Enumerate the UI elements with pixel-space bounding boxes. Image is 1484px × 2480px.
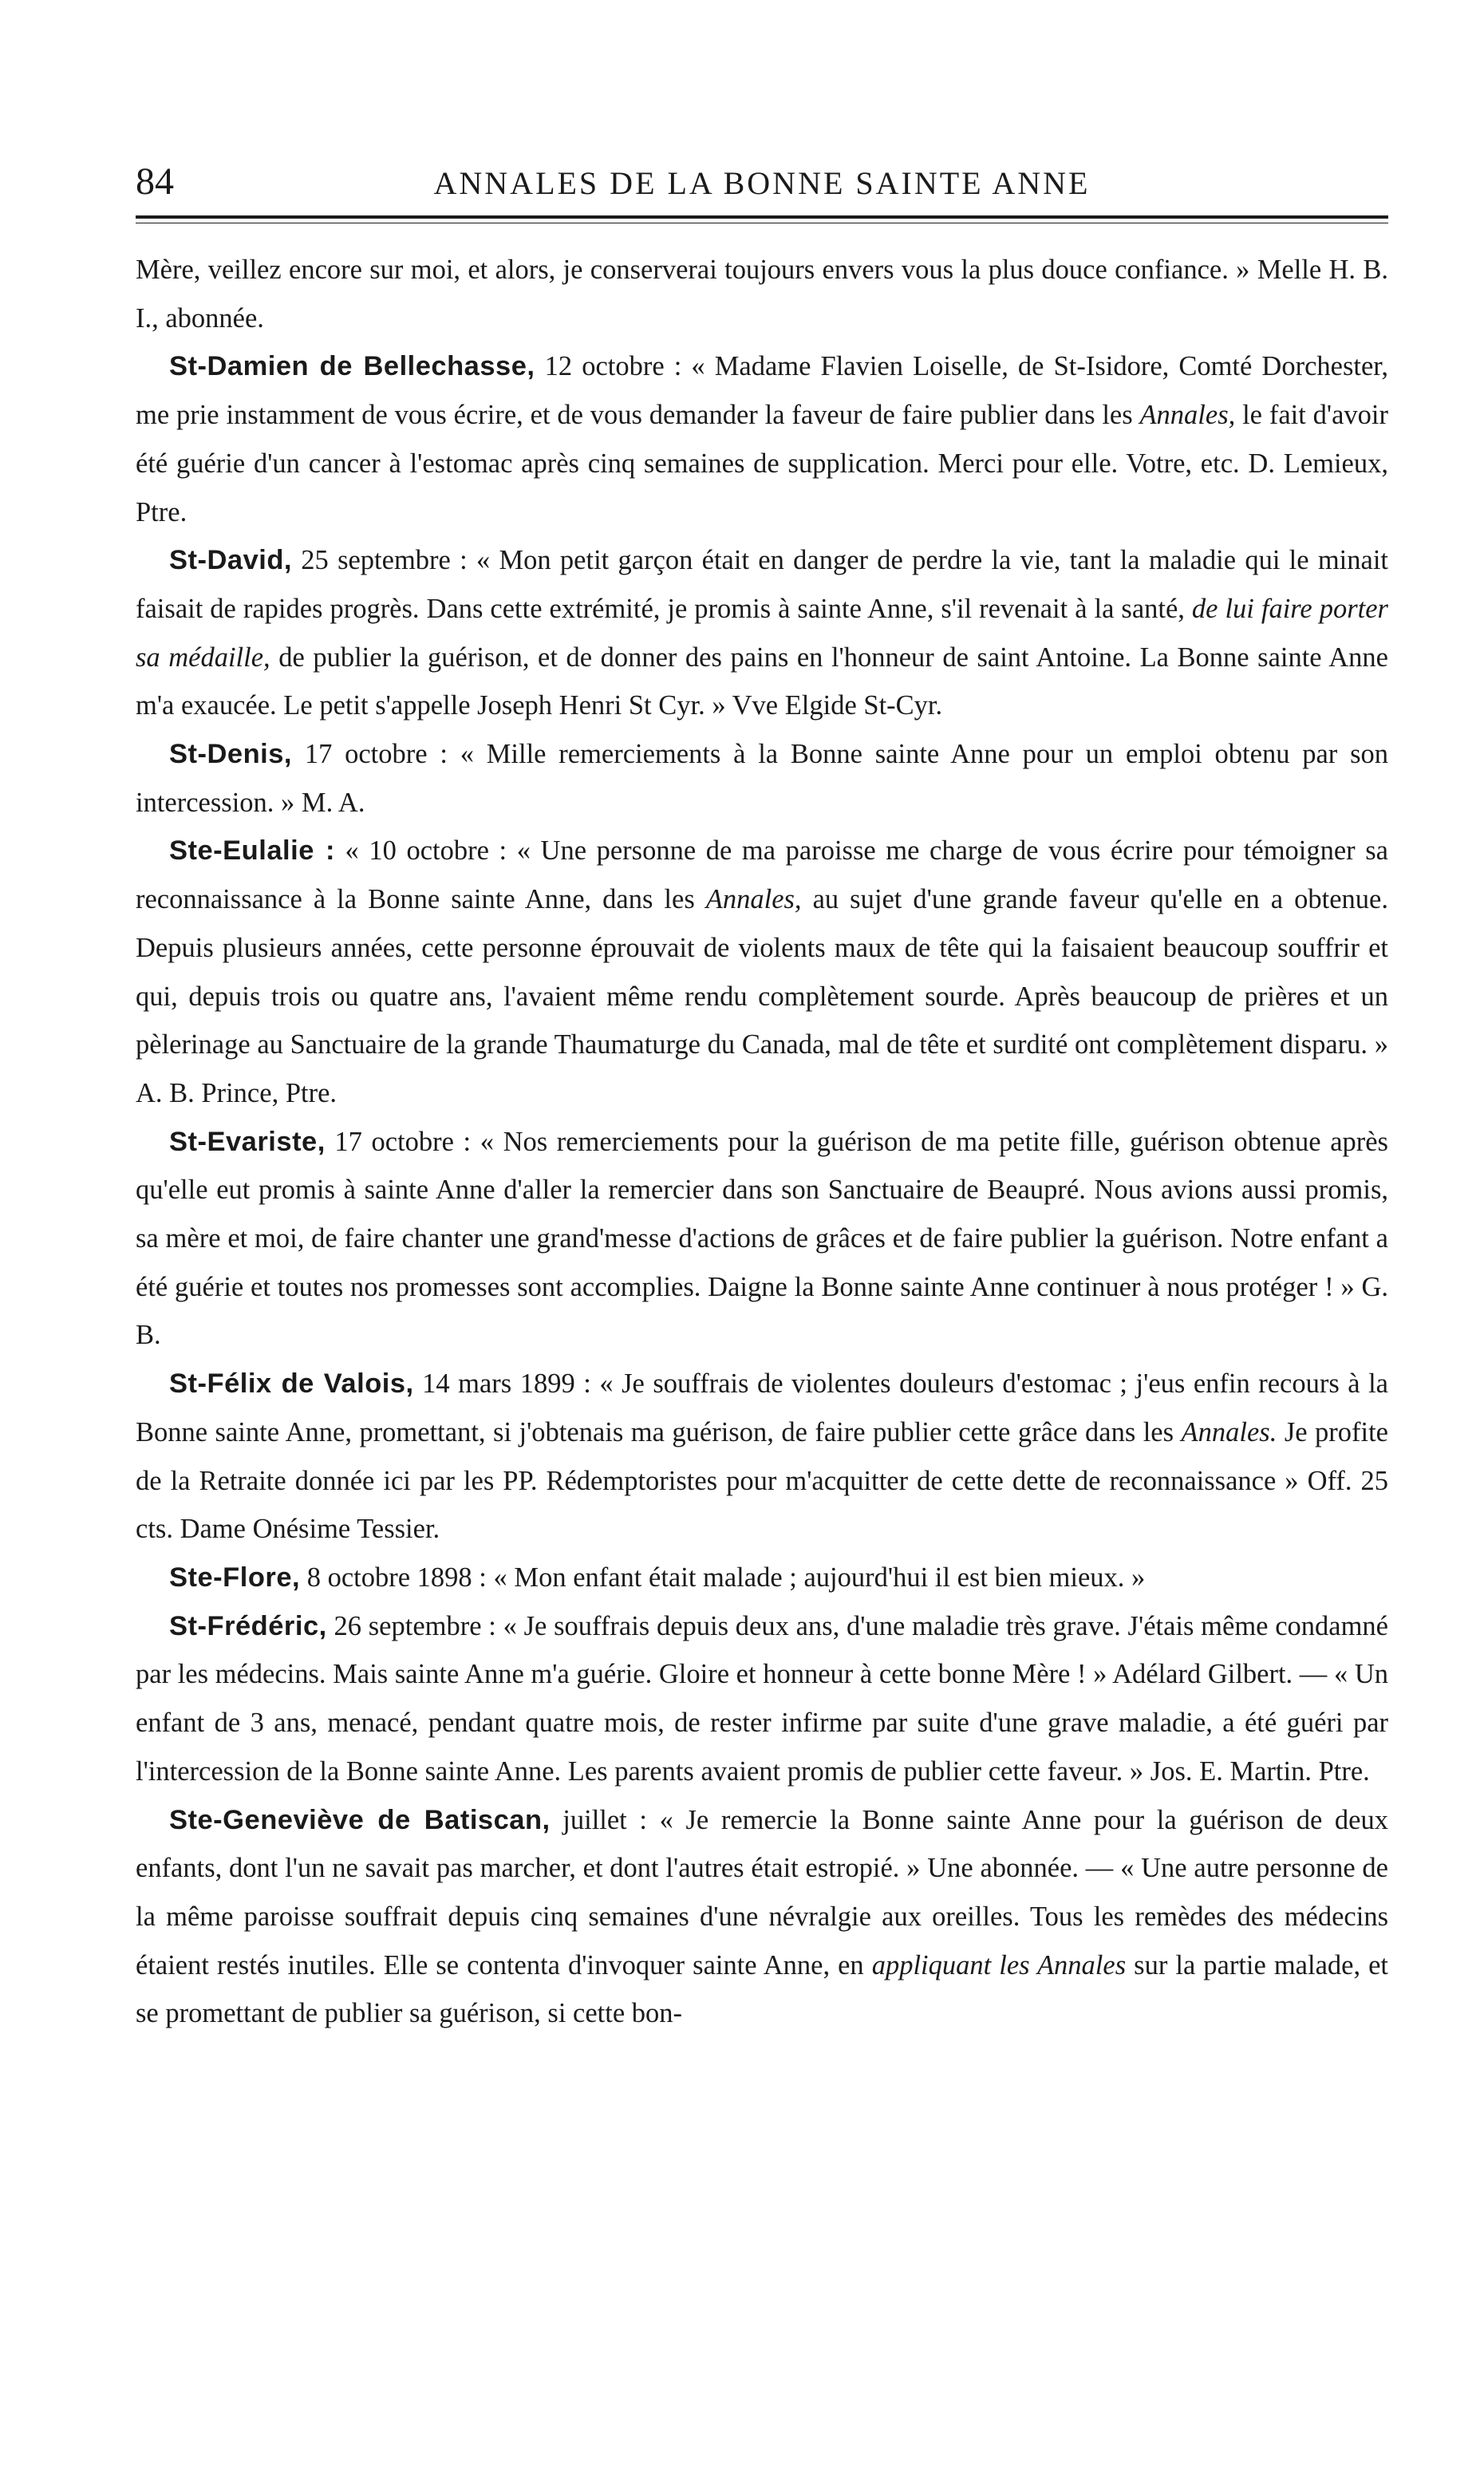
entry-text: 12 octobre : « Madame Flavien Loiselle, de St-Isidore, Comté Dorchester, me prie instamment de vous écrire, et de vous demander la faveur de faire publier dans les — [136, 351, 1388, 431]
entry-text: 26 septembre : « Je souffrais depuis deux ans, d'une maladie très grave. J'étais même condamné par les médecins. Mais sainte Anne m'a guérie. Gloire et honneur à cette bonne Mère ! » Adélard Gilbert. — « Un enfant de 3 ans, menacé, pendant quatre mois, de rester infirme par suite d'une grave maladie, a été guéri par l'intercession de la Bonne sainte Anne. Les parents avaient promis de publier cette faveur. » Jos. E. Martin. Ptre. — [136, 1610, 1388, 1787]
entry-text: 25 septembre : « Mon petit garçon était en danger de perdre la vie, tant la maladie qui le minait faisait de rapides progrès. Dans cette extrémité, je promis à sainte Anne, s'il revenait à la santé, — [136, 545, 1388, 624]
entry-emphasis: appliquant les Annales — [871, 1949, 1127, 1980]
entry-text-rest: le fait d'avoir été guérie d'un cancer à l'estomac après cinq semaines de supplication. Merci pour elle. Votre, etc. D. Lemieux, Ptre. — [136, 400, 1388, 527]
entry-st-denis — [136, 730, 1388, 827]
entry-text-rest: Je profite de la Retraite donnée ici par les PP. Rédemptoristes pour m'acquitter de cette dette de reconnaissance » Off. 25 cts. Dame Onésime Tessier. — [136, 1416, 1388, 1545]
entry-st-felix — [136, 1360, 1388, 1554]
entry-st-damien — [136, 342, 1388, 536]
entry-emphasis: de lui faire porter sa médaille, — [136, 593, 1388, 673]
entry-st-david — [136, 536, 1388, 730]
entry-place: Ste-Geneviève de Batiscan, — [169, 1804, 551, 1835]
entry-st-frederic — [136, 1602, 1388, 1796]
entry-ste-eulalie — [136, 827, 1388, 1117]
entry-text: 8 octobre 1898 : « Mon enfant était malade ; aujourd'hui il est bien mieux. » — [300, 1562, 1146, 1593]
page-header — [136, 160, 1388, 219]
entry-emphasis: Annales, — [705, 884, 802, 915]
entry-emphasis: Annales. — [1181, 1416, 1277, 1447]
entry-place: St-David, — [169, 545, 293, 576]
opening-paragraph: Mère, veillez encore sur moi, et alors, je conserverai toujours envers vous la plus douce confiance. » Melle H. B. I., abonnée. — [136, 255, 1388, 334]
entry-ste-genevieve — [136, 1796, 1388, 2039]
entry-text-rest: au sujet d'une grande faveur qu'elle en a obtenue. Depuis plusieurs années, cette personne éprouvait de violents maux de tête qui la faisaient beaucoup souffrir et qui, depuis trois ou quatre ans, l'avaient même rendu complètement sourde. Après beaucoup de prières et un pèlerinage au Sanctuaire de la grande Thaumaturge du Canada, mal de tête et surdité ont complètement disparu. » A. B. Prince, Ptre. — [136, 884, 1388, 1108]
entry-text-rest: sur la partie malade, et se promettant de publier sa guérison, si cette bon- — [136, 1949, 1389, 2029]
page-number: 84 — [136, 160, 174, 203]
entry-st-evariste — [136, 1118, 1388, 1360]
book-page — [136, 160, 1388, 2038]
entry-ste-flore — [136, 1554, 1388, 1602]
entry-place: St-Damien de Bellechasse, — [169, 351, 535, 382]
entry-place: Ste-Eulalie : — [169, 835, 335, 867]
entry-text: 17 octobre : « Nos remerciements pour la guérison de ma petite fille, guérison obtenue après qu'elle eut promis à sainte Anne d'aller la remercier dans son Sanctuaire de Beaupré. Nous avions aussi promis, sa mère et moi, de faire chanter une grand'messe d'actions de grâces et de faire publier la guérison. Notre enfant a été guérie et toutes nos promesses sont accomplies. Daigne la Bonne sainte Anne continuer à nous protéger ! » G. B. — [136, 1126, 1388, 1351]
running-title: ANNALES DE LA BONNE SAINTE ANNE — [433, 165, 1091, 201]
entry-place: St-Frédéric, — [169, 1610, 327, 1641]
entry-place: St-Denis, — [169, 739, 293, 770]
entry-place: Ste-Flore, — [169, 1562, 301, 1593]
entry-place: St-Félix de Valois, — [169, 1368, 414, 1400]
entry-place: St-Evariste, — [169, 1126, 326, 1157]
entry-emphasis: Annales, — [1139, 400, 1236, 431]
page-body — [136, 246, 1388, 2038]
entry-text: juillet : « Je remercie la Bonne sainte Anne pour la guérison de deux enfants, dont l'un ne savait pas marcher, et dont l'autres était estropié. » Une abonnée. — « Une autre personne de la même paroisse souffrait depuis cinq semaines d'une névralgie aux oreilles. Tous les remèdes des médecins étaient restés inutiles. Elle se contenta d'invoquer sainte Anne, en — [136, 1804, 1388, 1980]
entry-text: 17 octobre : « Mille remerciements à la Bonne sainte Anne pour un emploi obtenu par son intercession. » M. A. — [136, 739, 1388, 818]
entry-text-rest: de publier la guérison, et de donner des pains en l'honneur de saint Antoine. La Bonne sainte Anne m'a exaucée. Le petit s'appelle Joseph Henri St Cyr. » Vve Elgide St-Cyr. — [136, 642, 1388, 721]
entry-text: 14 mars 1899 : « Je souffrais de violentes douleurs d'estomac ; j'eus enfin recours à la Bonne sainte Anne, promettant, si j'obtenais ma guérison, de faire publier cette grâce dans les — [136, 1368, 1388, 1447]
entry-text: « 10 octobre : « Une personne de ma paroisse me charge de vous écrire pour témoigner sa reconnaissance à la Bonne sainte Anne, dans les — [136, 835, 1388, 915]
